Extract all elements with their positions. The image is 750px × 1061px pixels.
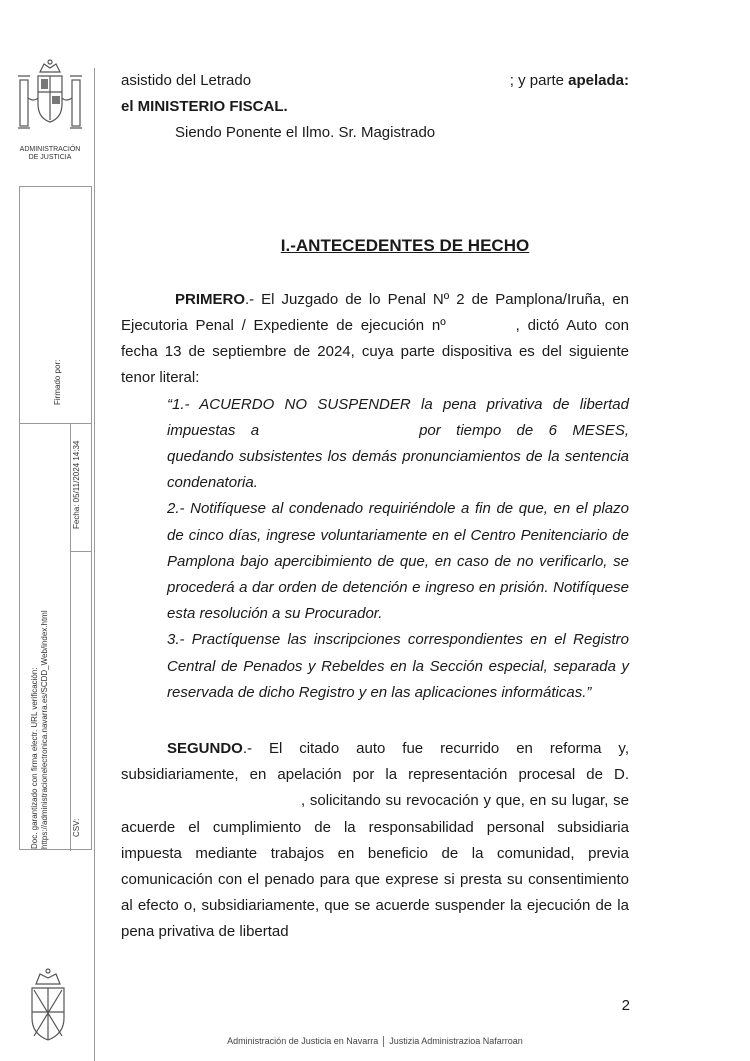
quote-item-3: 3.- Practíquense las inscripciones correspondientes en el Registro Central de Penados y Rebeldes en la Sección especial, separada y reservada de dicho Registro y en las aplicaciones informáticas.”	[167, 631, 629, 701]
document-body	[121, 68, 629, 946]
intro-line-3: Siendo Ponente el Ilmo. Sr. Magistrado	[175, 124, 436, 142]
signature-stamp-box	[19, 186, 92, 850]
verification-text-line1: Doc. garantizado con firma electr. URL verificación:	[30, 667, 39, 849]
section-heading: I.-ANTECEDENTES DE HECHO	[280, 235, 530, 255]
footer-left: Administración de Justicia en Navarra	[227, 1036, 379, 1046]
quote-item-1: “1.- ACUERDO NO SUSPENDER la pena privativa de libertad impuestas a por tiempo de 6 MESES, quedando subsistentes los demás pronunciamientos de la sentencia condenatoria.	[167, 395, 629, 492]
administracion-de-justicia-label: ADMINISTRACIÓN DE JUSTICIA	[19, 146, 81, 161]
firmado-por-label: Firmado por:	[53, 359, 62, 405]
page-number: 2	[621, 997, 630, 1014]
verification-url: https://administracionelectronica.navarra.es/SCDD_Web/index.html	[40, 610, 49, 849]
fecha-label: Fecha: 05/11/2024 14:34	[72, 440, 81, 529]
intro-line-2: el MINISTERIO FISCAL.	[121, 98, 288, 116]
footer	[0, 1036, 750, 1047]
footer-right: Justizia Administrazioa Nafarroan	[389, 1036, 523, 1046]
csv-label: CSV:	[72, 818, 81, 837]
intro-line-1: asistido del Letrado ; y parte apelada:	[121, 72, 629, 89]
spain-coat-of-arms-icon	[12, 58, 88, 142]
navarra-coat-of-arms-icon	[24, 966, 72, 1042]
sidebar-divider	[94, 68, 95, 1061]
segundo-paragraph: SEGUNDO.- El citado auto fue recurrido en reforma y, subsidiariamente, en apelación por la representación procesal de D., solicitando su revocación y que, en su lugar, se acuerde el cumplimiento de la responsabilidad personal subsidiaria impuesta mediante trabajos en beneficio de la comunidad, previa comunicación con el penado para que exprese si presta su consentimiento al efecto o, subsidiariamente, que se acuerde suspender la ejecución de la pena privativa de libertad	[121, 740, 629, 941]
quote-item-2: 2.- Notifíquese al condenado requiriéndole a fin de que, en el plazo de cinco días, ingrese voluntariamente en el Centro Penitenciario de Pamplona bajo apercibimiento de que, en caso de no verificarlo, se procederá a dar orden de detención e ingreso en prisión. Notifíquese esta resolución a su Procurador.	[167, 500, 629, 623]
primero-paragraph: PRIMERO.- El Juzgado de lo Penal Nº 2 de Pamplona/Iruña, en Ejecutoria Penal / Expediente de ejecución nº , dictó Auto con fecha 13 de septiembre de 2024, cuya parte dispositiva es del siguiente tenor literal:	[121, 290, 629, 387]
